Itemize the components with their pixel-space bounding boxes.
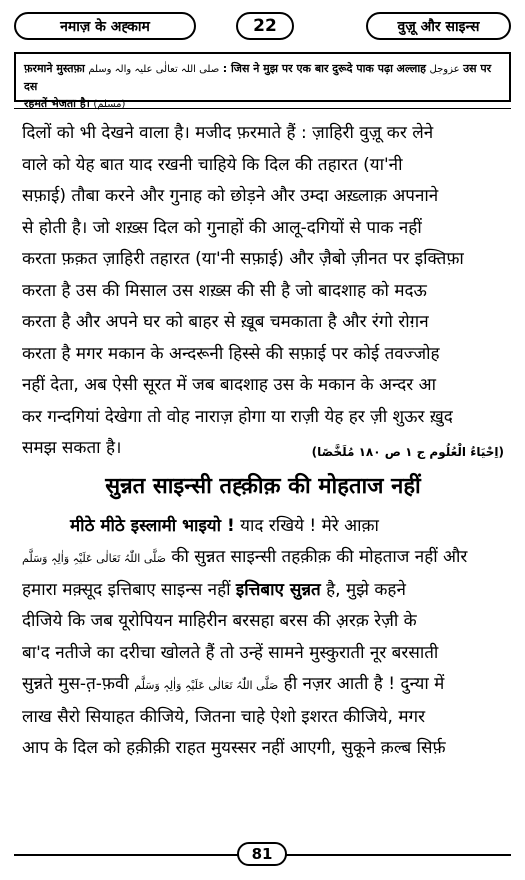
banner-source: (مسلم) xyxy=(93,99,126,110)
salawat: صَلَّی اللّٰہُ تَعَالٰی عَلَیْہِ وَاٰلِہٖ وَسَلَّم xyxy=(22,552,166,565)
text-line xyxy=(22,542,504,575)
text-line: नहीं देता, अब ऐसी सूरत में जब बादशाह उस के मकान के अन्दर आ xyxy=(22,375,436,395)
last-line-text: समझ सकता है। xyxy=(22,438,122,458)
emphasis: इत्तिबाए सुन्नत xyxy=(235,579,321,600)
salawat: صَلَّی اللّٰہُ تَعَالٰی عَلَیْہِ وَاٰلِہٖ وَسَلَّم xyxy=(134,679,279,692)
text-line xyxy=(22,669,504,702)
text-line: करता है और अपने घर को बाहर से ख़ूब चमकाता है और रंगो रोग़न xyxy=(22,312,429,332)
banner-prefix: फ़रमाने मुस्तफ़ा xyxy=(24,62,85,75)
address-phrase: मीठे मीठे इस्लामी भाइयो ! xyxy=(70,515,235,536)
text-line: करता है मगर मकान के अन्दरूनी हिस्से की सफ़ाई पर कोई तवज्जोह xyxy=(22,343,440,364)
text-line xyxy=(22,511,504,543)
text-line: आप के दिल को हक़ीक़ी राहत मुयस्सर नहीं आएगी, सुकूने क़ल्ब सिर्फ़ xyxy=(22,738,446,758)
text-span: ही नज़र आती है ! दुन्या में xyxy=(283,674,445,694)
page-header xyxy=(14,12,511,42)
section-heading: सुन्नत साइन्सी तह्क़ीक़ की मोहताज नहीं xyxy=(105,473,421,499)
text-line: दीजिये कि जब यूरोपियन माहिरीन बरसहा बरस की अ़रक़ रेज़ी के xyxy=(22,611,417,631)
text-line: करता फ़क़त ज़ाहिरी तहारत (या'नी सफ़ाई) और ज़ैबो ज़ीनत पर इक्तिफ़ा xyxy=(22,249,464,269)
divider-line xyxy=(14,108,511,109)
page-number: 81 xyxy=(237,842,287,866)
text-line: कर गन्दगियां देखेगा तो वोह नाराज़ होगा या राज़ी येह हर ज़ी शुऊर ख़ुद xyxy=(22,406,453,427)
text-line: करता है उस की मिसाल उस शख़्स की सी है जो बादशाह को मदऊ xyxy=(22,280,427,301)
text-line xyxy=(22,575,504,607)
text-span: सुन्नते मुस-त़-फ़वी xyxy=(22,674,129,694)
page-footer xyxy=(0,842,525,872)
text-span: याद रखिये ! मेरे आक़ा xyxy=(240,515,379,536)
text-line-last xyxy=(22,433,504,465)
text-line: दिलों को भी देखने वाला है। मजीद फ़रमाते हैं : ज़ाहिरी वुज़ू कर लेने xyxy=(22,123,434,143)
text-span: हमारा मक़्सूद इत्तिबाए साइन्स नहीं xyxy=(22,579,231,600)
chapter-title-badge: वुज़ू और साइन्स xyxy=(366,12,511,40)
page-body xyxy=(22,118,504,765)
citation: (اِحْیَاءُ الْعُلُوم ج ۱ ص ۱۸۰ مُلَخَّصًا) xyxy=(311,445,504,459)
text-line: लाख सैरो सियाहत कीजिये, जितना चाहे ऐशो इशरत कीजिये, मगर xyxy=(22,706,426,727)
hadith-banner xyxy=(14,52,511,110)
text-span: की सुन्नत साइन्सी तहक़ीक़ की मोहताज नहीं और xyxy=(171,547,468,567)
book-title-badge: नमाज़ के अह्काम xyxy=(14,12,196,40)
chapter-page-badge: 22 xyxy=(236,12,294,40)
banner-allah: अल्लाह xyxy=(396,62,427,75)
text-span: है, मुझे कहने xyxy=(326,579,406,600)
banner-text1: : जिस ने मुझ पर एक बार दुरूदे पाक पढ़ा xyxy=(222,62,394,75)
paragraph-2 xyxy=(22,511,504,765)
banner-azzawajal: عزوجل xyxy=(429,64,460,75)
banner-text2: उस पर दस xyxy=(24,62,492,93)
banner-line2: रहमतें भेजता है। xyxy=(24,97,90,110)
text-line: से होती है। जो शख़्स दिल को गुनाहों की आलू-दगियों से पाक नहीं xyxy=(22,217,422,238)
banner-salutation: صلی اللہ تعالٰی علیہ والہ وسلم xyxy=(88,64,220,75)
paragraph-1 xyxy=(22,118,504,465)
text-line: वाले को येह बात याद रखनी चाहिये कि दिल की तहारत (या'नी xyxy=(22,154,403,175)
text-line: बा'द नतीजे का दरीचा खोलते हैं तो उन्हें सामने मुस्कुराती नूर बरसाती xyxy=(22,642,439,663)
text-line: सफ़ाई) तौबा करने और गुनाह को छोड़ने और उम्दा अख़्लाक़ अपनाने xyxy=(22,186,439,206)
